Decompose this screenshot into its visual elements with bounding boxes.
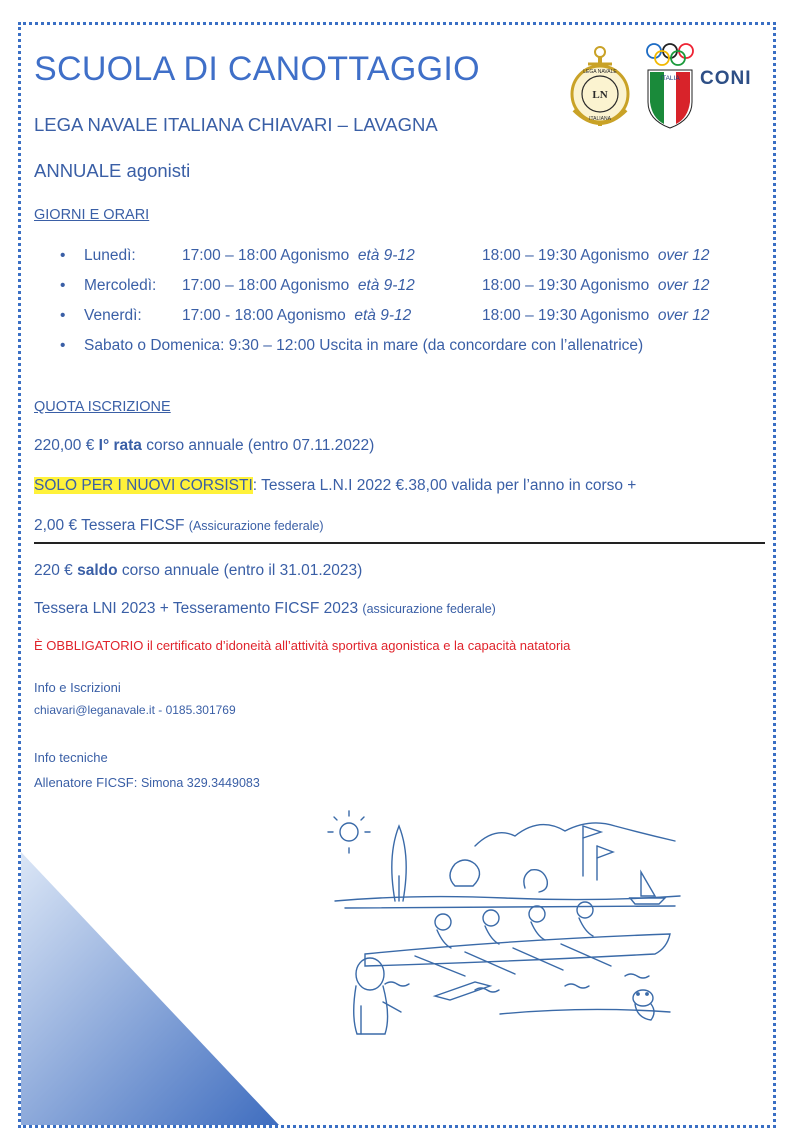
svg-text:LEGA NAVALE: LEGA NAVALE — [583, 69, 617, 75]
info-label: Info e Iscrizioni — [34, 680, 121, 695]
fee-tessera: Tessera LNI 2023 + Tesseramento FICSF 2023 (assicurazione federale) — [34, 600, 496, 617]
corner-gradient-triangle — [21, 852, 279, 1125]
mandatory-notice: È OBBLIGATORIO il certificato d’idoneità all’attività sportiva agonistica e la capacità natatoria — [34, 638, 571, 653]
page-title: SCUOLA DI CANOTTAGGIO — [34, 50, 480, 88]
fees-heading: QUOTA ISCRIZIONE — [34, 399, 171, 415]
contact-email-phone[interactable]: chiavari@leganavale.it - 0185.301769 — [34, 703, 236, 717]
svg-text:ITALIA: ITALIA — [660, 75, 680, 82]
fee-balance: 220 € saldo corso annuale (entro il 31.01.2023) — [34, 562, 363, 579]
program-label: ANNUALE agonisti — [34, 160, 191, 181]
tech-info-label: Info tecniche — [34, 750, 108, 765]
fee-new-members: SOLO PER I NUOVI CORSISTI: Tessera L.N.I 2022 €.38,00 valida per l’anno in corso + — [34, 477, 637, 494]
svg-text:ITALIANA: ITALIANA — [589, 116, 611, 122]
coni-wordmark: CONI — [700, 68, 752, 89]
lega-navale-logo — [566, 40, 634, 132]
coach-contact: Allenatore FICSF: Simona 329.3449083 — [34, 775, 260, 790]
svg-text:LN: LN — [592, 89, 608, 101]
rowing-illustration — [325, 806, 690, 1038]
fee-first-installment: 220,00 € I° rata corso annuale (entro 07.11.2022) — [34, 437, 375, 454]
schedule-heading: GIORNI E ORARI — [34, 207, 150, 223]
fee-ficsf: 2,00 € Tessera FICSF (Assicurazione federale) — [34, 517, 324, 534]
new-members-highlight: SOLO PER I NUOVI CORSISTI — [34, 477, 253, 494]
divider — [34, 542, 765, 544]
page-subtitle: LEGA NAVALE ITALIANA CHIAVARI – LAVAGNA — [34, 114, 438, 135]
